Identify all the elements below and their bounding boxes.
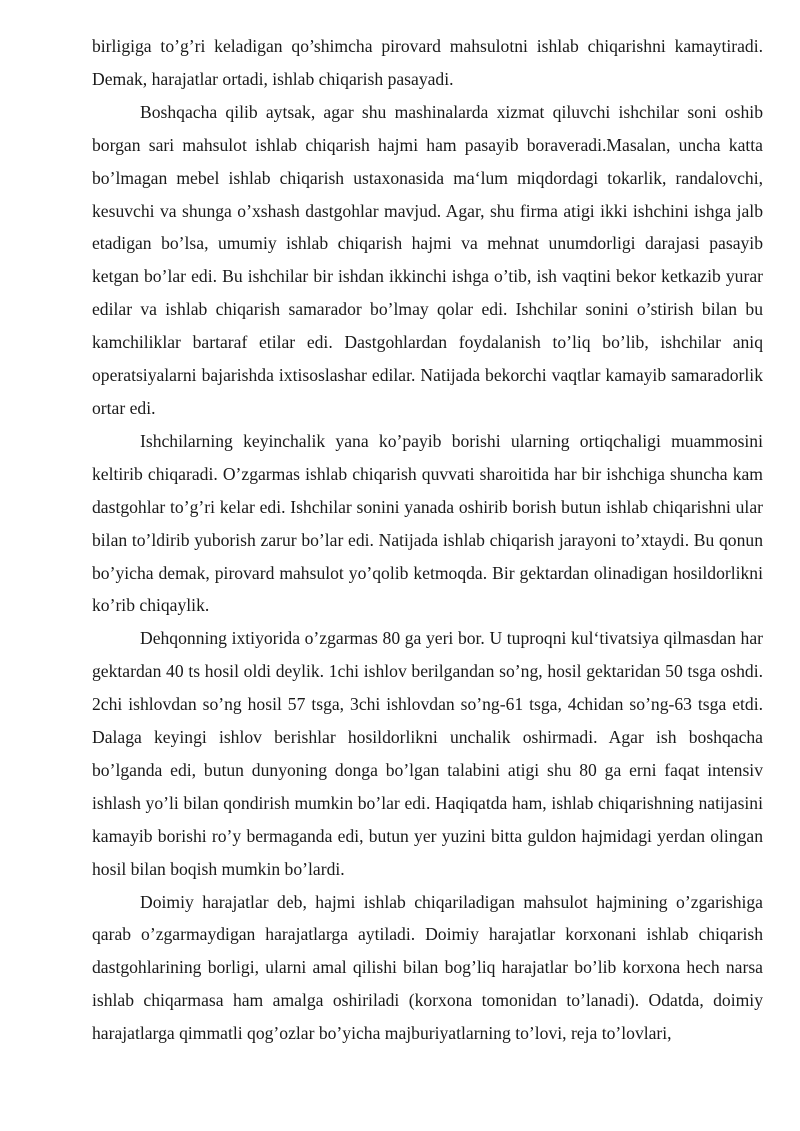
paragraph-worker-surplus: Ishchilarning keyinchalik yana ko’payib borishi ularning ortiqchaligi muammosini keltirib chiqaradi. O’zgarmas ishlab chiqarish quvvati sharoitida har bir ishchiga shuncha kam dastgohlar to’g’ri kelar edi. Ishchilar sonini yanada oshirib borish butun ishlab chiqarishni ular bilan to’ldirib yuborish zarur bo’lar edi. Natijada ishlab chiqarish jarayoni to’xtaydi. Bu qonun bo’yicha demak, pirovard mahsulot yo’qolib ketmoqda. Bir gektardan olinadigan hosildorlikni ko’rib chiqaylik. <box>92 430 763 616</box>
paragraph-workers-machines: Boshqacha qilib aytsak, agar shu mashinalarda xizmat qiluvchi ishchilar soni oshib borgan sari mahsulot ishlab chiqarish hajmi ham pasayib boraveradi.Masalan, uncha katta bo’lmagan mebel ishlab chiqarish ustaxonasida ma‘lum miqdordagi tokarlik, randalovchi, kesuvchi va shunga o’xshash dastgohlar mavjud. Agar, shu firma atigi ikki ishchini ishga jalb etadigan bo’lsa, umumiy ishlab chiqarish hajmi va mehnat unumdorligi darajasi pasayib ketgan bo’lar edi. Bu ishchilar bir ishdan ikkinchi ishga o’tib, ish vaqtini bekor ketkazib yurar edilar va ishlab chiqarish samarador bo’lmay qolar edi. Ishchilar sonini o’stirish bilan bu kamchiliklar bartaraf etilar edi. Dastgohlardan foydalanish to’liq bo’lib, ishchilar aniq operatsiyalarni bajarishda ixtisoslashar edilar. Natijada bekorchi vaqtlar kamayib samaradorlik ortar edi. <box>92 101 763 418</box>
paragraph-fixed-costs: Doimiy harajatlar deb, hajmi ishlab chiqariladigan mahsulot hajmining o’zgarishiga qarab o’zgarmaydigan harajatlarga aytiladi. Doimiy harajatlar korxonani ishlab chiqarish dastgohlarining borligi, ularni amal qilishi bilan bog’liq harajatlar bo’lib korxona hech narsa ishlab chiqarmasa ham amalga oshiriladi (korxona tomonidan to’lanadi). Odatda, doimiy harajatlarga qimmatli qog’ozlar bo’yicha majburiyatlarning to’lovi, reja to’lovlari, <box>92 891 763 1044</box>
document-page <box>92 30 763 1050</box>
paragraph-farmer-example: Dehqonning ixtiyorida o’zgarmas 80 ga yeri bor. U tuproqni kul‘tivatsiya qilmasdan har gektardan 40 ts hosil oldi deylik. 1chi ishlov berilgandan so’ng, hosil gektaridan 50 tsga oshdi. 2chi ishlovdan so’ng hosil 57 tsga, 3chi ishlovdan so’ng-61 tsga, 4chidan so’ng-63 tsga etdi. Dalaga keyingi ishlov berishlar hosildorlikni unchalik oshirmadi. Agar ish boshqacha bo’lganda edi, butun dunyoning donga bo’lgan talabini atigi shu 80 ga erni faqat intensiv ishlash yo’li bilan qondirish mumkin bo’lar edi. Haqiqatda ham, ishlab chiqarishning natijasini kamayib borishi ro’y bermaganda edi, butun yer yuzini bitta guldon hajmidagi yerdan olingan hosil bilan boqish mumkin bo’lardi. <box>92 628 763 879</box>
paragraph-continuation: birligiga to’g’ri keladigan qo’shimcha pirovard mahsulotni ishlab chiqarishni kamaytiradi. Demak, harajatlar ortadi, ishlab chiqarish pasayadi. <box>92 36 763 89</box>
